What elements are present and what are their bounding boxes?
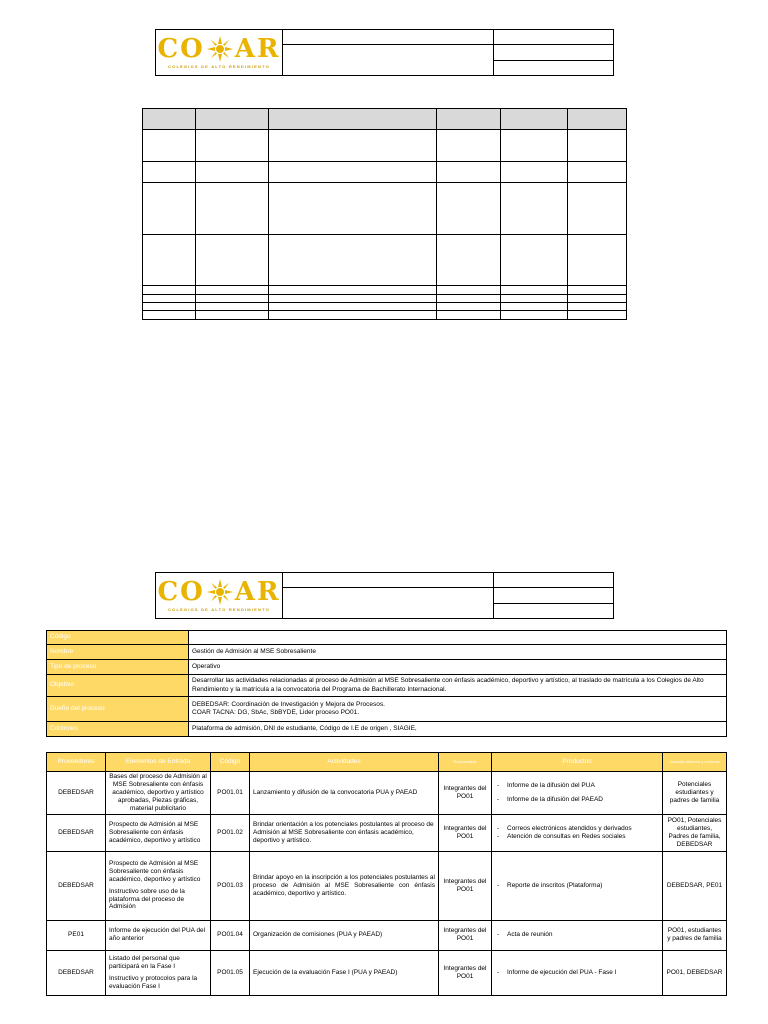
actividad-cell: Brindar orientación a los potenciales postulantes al proceso de Admisión al MSE Sobresaliente con énfasis académico, deportivo y artístico. [250, 814, 439, 851]
col-header: Código [211, 753, 250, 772]
process-value [189, 697, 727, 722]
owner-line: DEBEDSAR: Coordinación de Investigación y Mejora de Procesos. [192, 700, 385, 708]
logo-text-left: CO [157, 34, 205, 64]
proveedor-cell: DEBEDSAR [47, 814, 106, 851]
process-row-controles [47, 722, 727, 737]
actividad-cell: Brindar apoyo en la inscripción a los potenciales postulantes al proceso de Admisión al MSE Sobresaliente con énfasis académico, deportivo y artístico. [250, 851, 439, 920]
logo-subtitle: COLEGIOS DE ALTO RENDIMIENTO [168, 64, 270, 69]
process-row-tipo [47, 660, 727, 675]
logo-text-right: AR [234, 34, 281, 64]
entrada-cell: Prospecto de Admisión al MSE Sobresaliente con énfasis académico, deportivo y artístico [106, 814, 211, 851]
document-header-2 [155, 572, 614, 619]
responsable-cell: Integrantes del PO01 [439, 920, 492, 950]
sun-icon [207, 579, 233, 605]
table-row [47, 950, 727, 995]
proveedor-cell: PE01 [47, 920, 106, 950]
owner-line: COAR TACNA: DG, SbAc, SbBYDE, Lider proceso PO01. [192, 709, 360, 716]
process-row-codigo [47, 631, 727, 645]
document-header-1 [155, 29, 614, 76]
header-meta-cell [494, 30, 613, 75]
table-row [47, 920, 727, 950]
header-title-cell [283, 573, 494, 618]
responsable-cell: Integrantes del PO01 [439, 851, 492, 920]
logo-text-right: AR [234, 577, 281, 607]
proveedor-cell: DEBEDSAR [47, 950, 106, 995]
process-label: Nombre [47, 645, 189, 660]
process-label: Controles [47, 722, 189, 737]
responsable-cell: Integrantes del PO01 [439, 814, 492, 851]
process-row-nombre [47, 645, 727, 660]
usuarios-cell: Potenciales estudiantes y padres de familia [663, 772, 727, 815]
productos-cell: - Reporte de inscritos (Plataforma) [492, 851, 663, 920]
process-value: Gestión de Admisión al MSE Sobresaliente [189, 645, 727, 660]
activities-header-row [47, 753, 727, 772]
codigo-cell: PO01.05 [211, 950, 250, 995]
logo-text-left: CO [157, 577, 205, 607]
process-row-objetivo [47, 675, 727, 697]
entrada-cell: Listado del personal que participará en la Fase I Instructivo y protocolos para la evaluación Fase I [106, 950, 211, 995]
col-header: Usuarios internos y externos [663, 753, 727, 772]
header-meta-cell [494, 573, 613, 618]
process-value: Operativo [189, 660, 727, 675]
table-row [47, 814, 727, 851]
activities-table [46, 752, 727, 996]
codigo-cell: PO01.04 [211, 920, 250, 950]
process-label: Código [47, 631, 189, 645]
productos-cell: - Acta de reunión [492, 920, 663, 950]
actividad-cell: Ejecución de la evaluación Fase I (PUA y PAEAD) [250, 950, 439, 995]
process-label: Dueño del proceso [47, 697, 189, 722]
productos-cell: - Informe de ejecución del PUA - Fase I [492, 950, 663, 995]
col-header: Responsable [439, 753, 492, 772]
process-value: Plataforma de admisión, DNI de estudiante, Código de I.E de origen , SIAGIE, [189, 722, 727, 737]
coar-logo [156, 30, 283, 75]
table-row [47, 772, 727, 815]
logo-subtitle: COLEGIOS DE ALTO RENDIMIENTO [168, 607, 270, 612]
usuarios-cell: PO01, estudiantes y padres de familia [663, 920, 727, 950]
col-header: Productos [492, 753, 663, 772]
codigo-cell: PO01.03 [211, 851, 250, 920]
responsable-cell: Integrantes del PO01 [439, 950, 492, 995]
process-label: Tipo de proceso [47, 660, 189, 675]
proveedor-cell: DEBEDSAR [47, 772, 106, 815]
usuarios-cell: PO01, DEBEDSAR [663, 950, 727, 995]
entrada-cell: Informe de ejecución del PUA del año anterior [106, 920, 211, 950]
col-header: Proveedores [47, 753, 106, 772]
actividad-cell: Organización de comisiones (PUA y PAEAD) [250, 920, 439, 950]
process-value: COAR-PP001 [189, 631, 727, 645]
codigo-cell: PO01.01 [211, 772, 250, 815]
actividad-cell: Lanzamiento y difusión de la convocatoria PUA y PAEAD [250, 772, 439, 815]
col-header: Elementos de Entrada [106, 753, 211, 772]
sun-icon [207, 36, 233, 62]
productos-cell: - Informe de la difusión del PUA - Informe de la difusión del PAEAD [492, 772, 663, 815]
coar-logo [156, 573, 283, 618]
header-title-cell [283, 30, 494, 75]
table-row [47, 851, 727, 920]
process-label: Objetivo [47, 675, 189, 697]
usuarios-cell: PO01, Potenciales estudiantes, Padres de familia, DEBEDSAR [663, 814, 727, 851]
codigo-cell: PO01.02 [211, 814, 250, 851]
responsable-cell: Integrantes del PO01 [439, 772, 492, 815]
entrada-cell: Prospecto de Admisión al MSE Sobresaliente con énfasis académico, deportivo y artístico Instructivo sobre uso de la plataforma del proceso de Admisión [106, 851, 211, 920]
usuarios-cell: DEBEDSAR, PE01 [663, 851, 727, 920]
proveedor-cell: DEBEDSAR [47, 851, 106, 920]
entrada-cell: Bases del proceso de Admisión al MSE Sobresaliente con énfasis académico, deportivo y artístico aprobadas, Piezas gráficas, material publicitario [106, 772, 211, 815]
productos-cell: - Correos electrónicos atendidos y derivados - Atención de consultas en Redes sociales [492, 814, 663, 851]
revision-table [142, 108, 627, 320]
process-value: Desarrollar las actividades relacionadas al proceso de Admisión al MSE Sobresaliente con énfasis académico, deportivo y artístico, al traslado de matrícula a los Colegios de Alto Rendimiento y la matrícula a la convocatoria del Programa de Bachillerato Internacional. [189, 675, 727, 697]
process-info-table [46, 630, 727, 737]
process-row-dueno [47, 697, 727, 722]
col-header: Actividades [250, 753, 439, 772]
